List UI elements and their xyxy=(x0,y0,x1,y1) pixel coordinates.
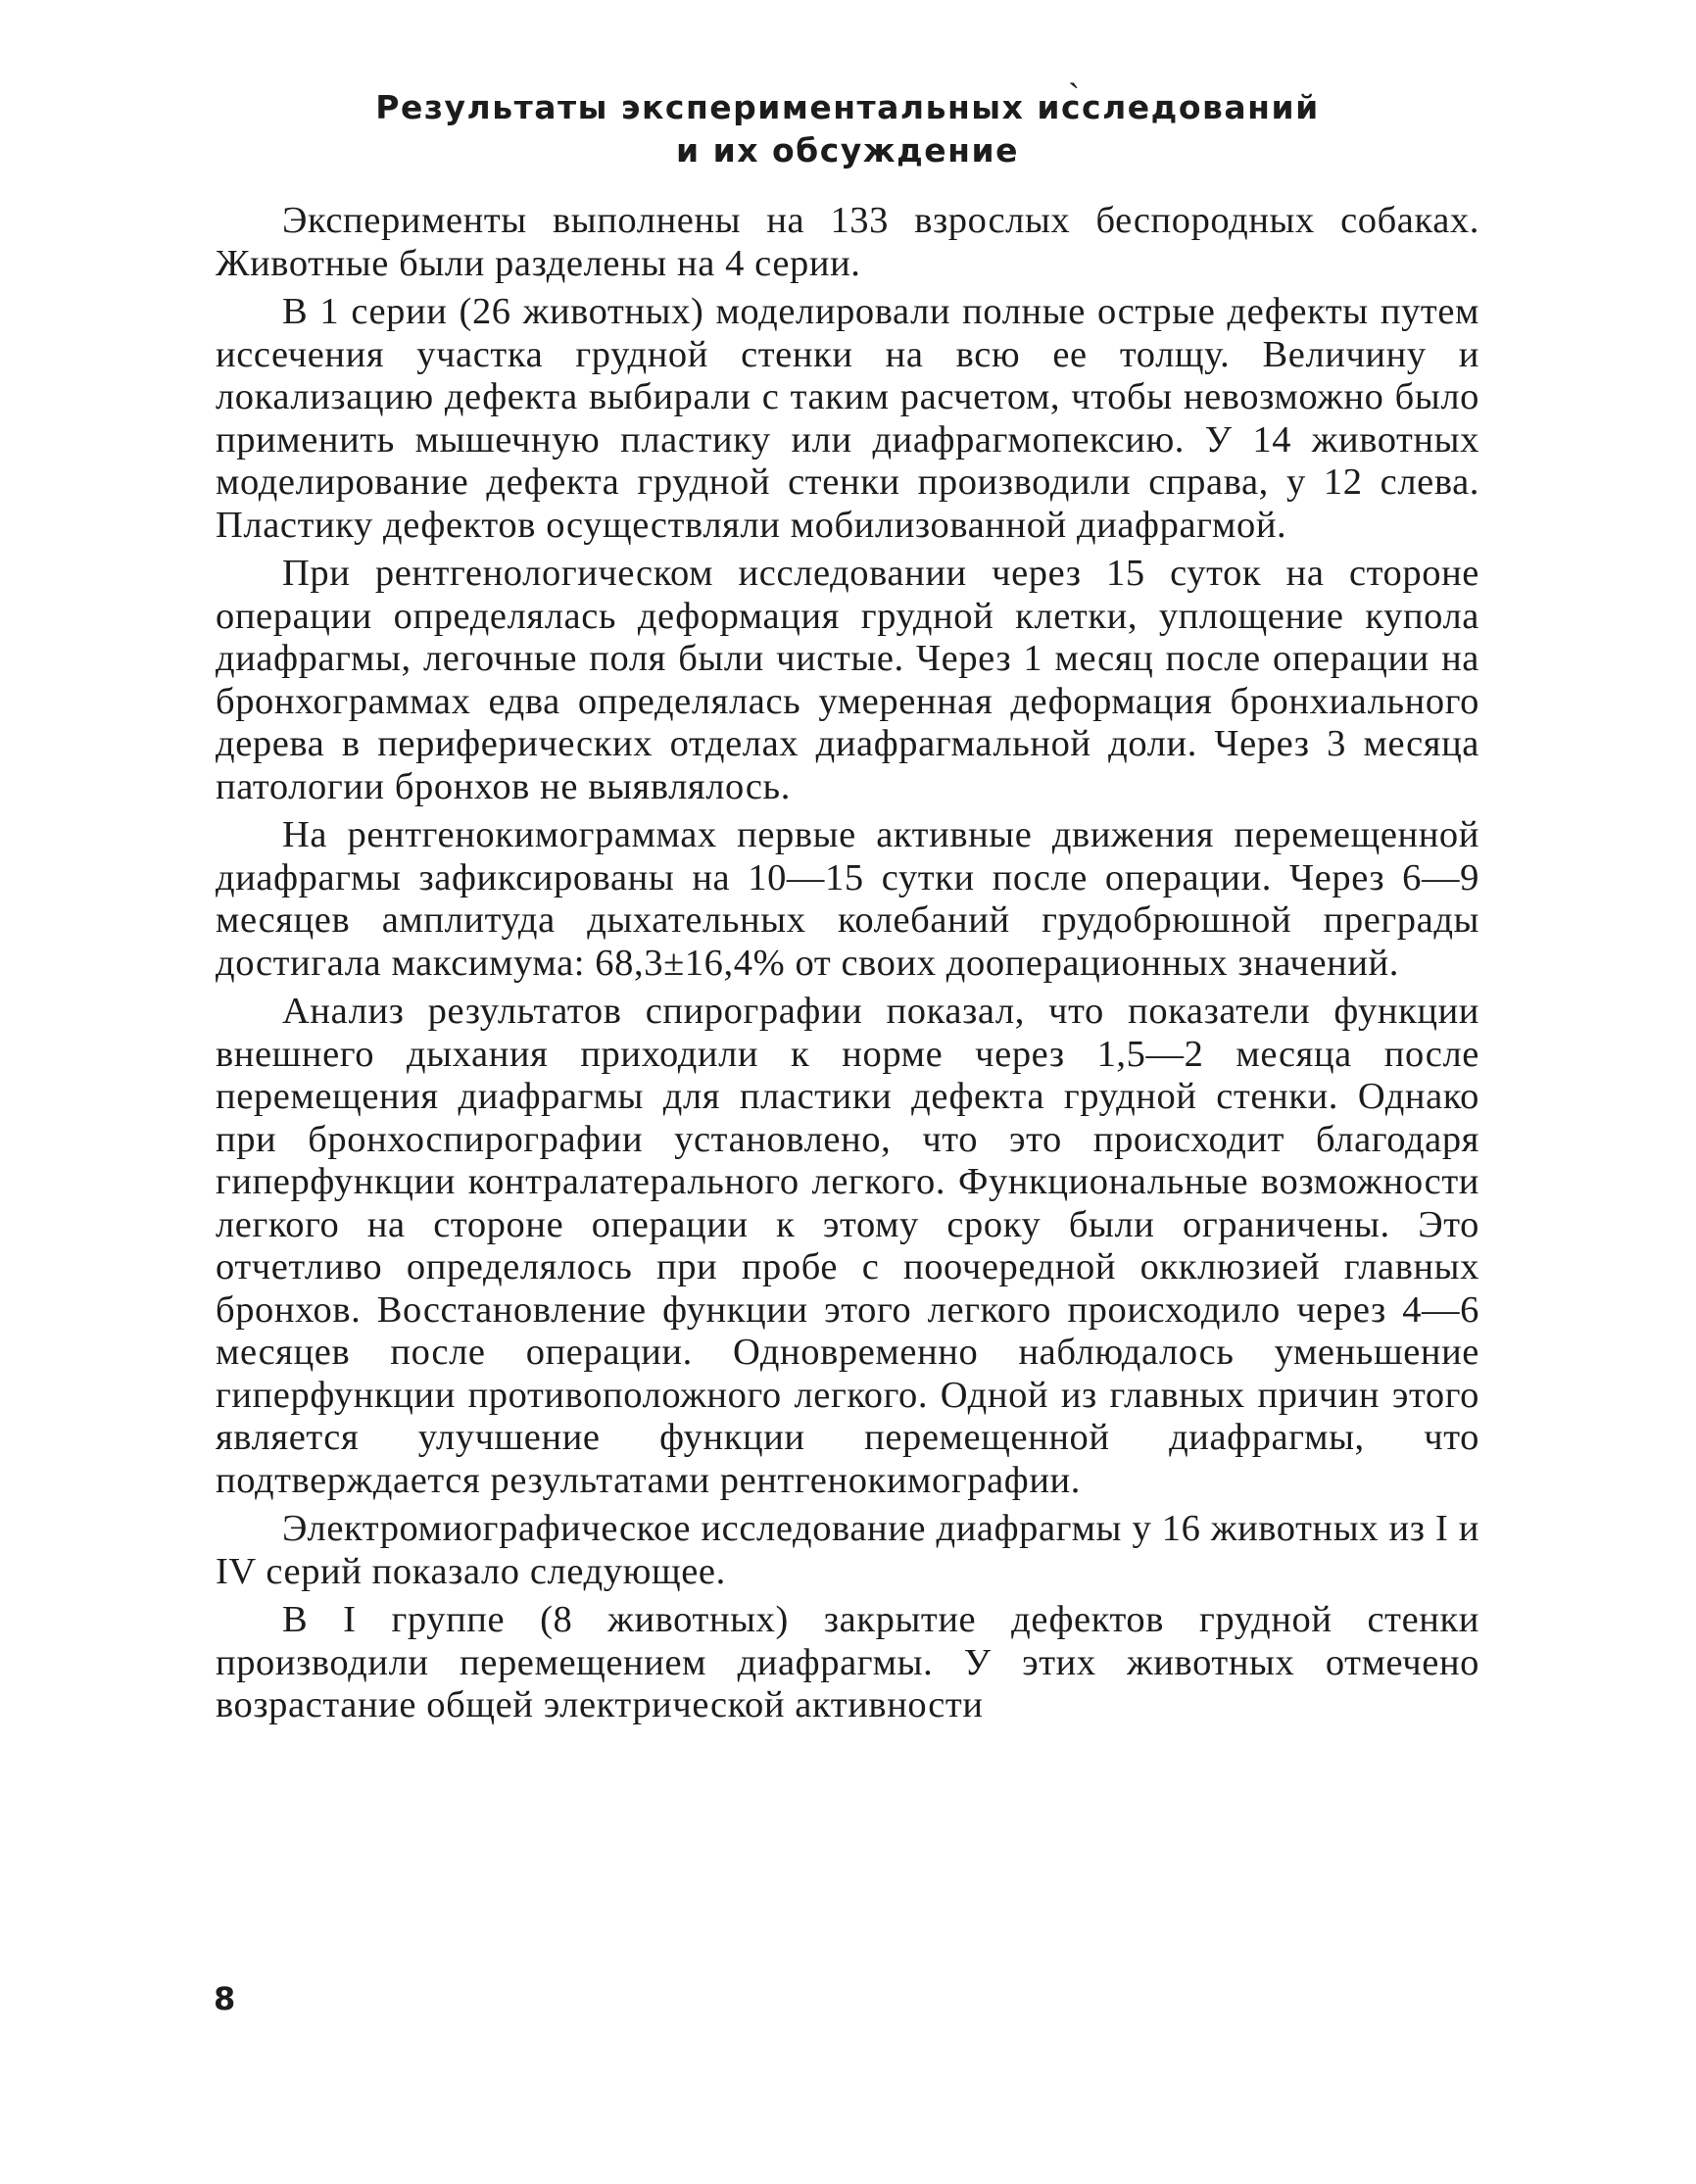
paragraph-5: Анализ результатов спирографии показал, что показатели функции внешнего дыхания приходили к норме через 1,5—2 месяца после перемещения диафрагмы для пластики дефекта грудной стенки. Однако при бронхоспирографии установлено, что это происходит благодаря гиперфункции контралатерального легкого. Функциональные возможности легкого на стороне операции к этому сроку были ограничены. Это отчетливо определялось при пробе с поочередной окклюзией главных бронхов. Восстановление функции этого легкого происходило через 4—6 месяцев после операции. Одновременно наблюдалось уменьшение гиперфункции противоположного легкого. Одной из главных причин этого является улучшение функции перемещенной диафрагмы, что подтверждается результатами рентгенокимографии. xyxy=(216,991,1479,1501)
paragraph-1: Эксперименты выполнены на 133 взрослых беспородных собаках. Животные были разделены на 4 серии. xyxy=(216,200,1479,284)
page-body xyxy=(216,86,1479,1733)
paragraph-3: При рентгенологическом исследовании через 15 суток на стороне операции определялась деформация грудной клетки, уплощение купола диафрагмы, легочные поля были чистые. Через 1 месяц после операции на бронхограммах едва определялась умеренная деформация бронхиального дерева в периферических отделах диафрагмальной доли. Через 3 месяца патологии бронхов не выявлялось. xyxy=(216,553,1479,807)
paragraph-4: На рентгенокимограммах первые активные движения перемещенной диафрагмы зафиксированы на 10—15 сутки после операции. Через 6—9 месяцев амплитуда дыхательных колебаний грудобрюшной преграды достигала максимума: 68,3±16,4% от своих дооперационных значений. xyxy=(216,814,1479,984)
stray-mark: ˎ xyxy=(1068,49,1080,88)
paragraph-6: Электромиографическое исследование диафрагмы у 16 животных из I и IV серий показало следующее. xyxy=(216,1508,1479,1592)
heading-line-2: и их обсуждение xyxy=(676,131,1019,170)
section-heading xyxy=(216,86,1479,172)
heading-line-1: Результаты экспериментальных исследований xyxy=(375,88,1320,126)
page-number: 8 xyxy=(214,1980,236,2017)
paragraph-2: В 1 серии (26 животных) моделировали полные острые дефекты путем иссечения участка грудной стенки на всю ее толщу. Величину и локализацию дефекта выбирали с таким расчетом, чтобы невозможно было применить мышечную пластику или диафрагмопексию. У 14 животных моделирование дефекта грудной стенки производили справа, у 12 слева. Пластику дефектов осуществляли мобилизованной диафрагмой. xyxy=(216,291,1479,546)
paragraph-7: В I группе (8 животных) закрытие дефектов грудной стенки производили перемещением диафрагмы. У этих животных отмечено возрастание общей электрической активности xyxy=(216,1599,1479,1725)
